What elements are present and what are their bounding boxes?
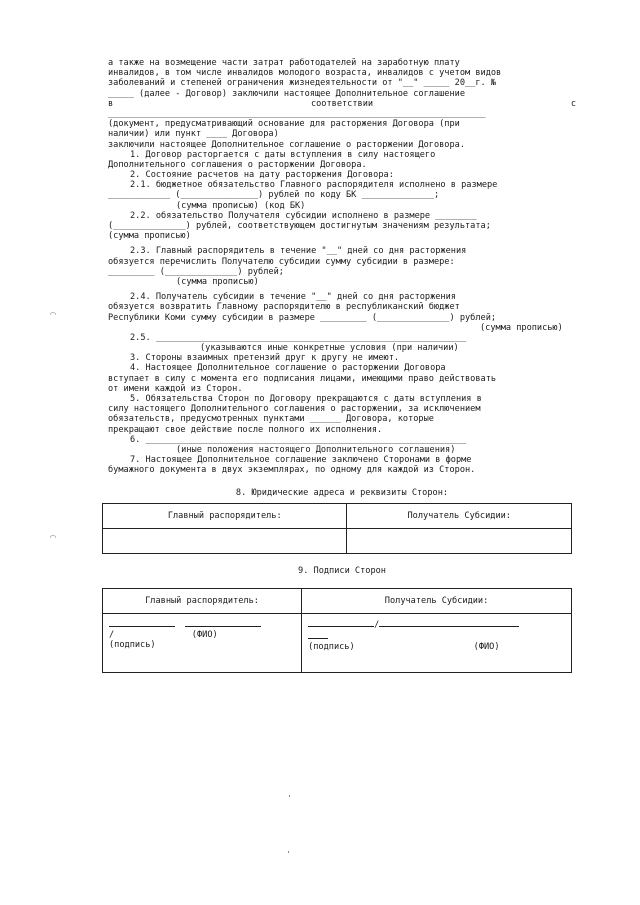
clause-6-line: 6. ______________________________________________________________ (130, 434, 467, 445)
signature-line-chief (109, 618, 295, 630)
text-line: обязуется возвратить Главному распорядителю в республиканский бюджет (108, 302, 460, 313)
document-page (108, 58, 576, 673)
caption-line: (сумма прописью) (176, 276, 259, 287)
text-fragment: в (108, 98, 114, 109)
signature-caption-chief: / (ФИО) (109, 630, 218, 641)
clause-5-line: 5. Обязательства Сторон по Договору прекращаются с даты вступления в (130, 394, 482, 404)
text-line: заболеваний и степеней ограничения жизнедеятельности от "__" _____ 20__г. № (108, 78, 497, 89)
text-line: обязательств, предусмотренных пунктами ______ Договора, которые (108, 414, 434, 425)
text-line: Дополнительного соглашения о расторжении Договора. (108, 159, 367, 170)
text-line: от имени каждой из Сторон. (108, 383, 243, 394)
text-fragment: соответствии (310, 98, 374, 109)
clause-7-line: 7. Настоящее Дополнительное соглашение заключено Сторонами в форме (130, 455, 472, 466)
clause-2-5-line: 2.5. ____________________________________________________________ (130, 332, 467, 343)
text-line: прекращают свое действие после полного их исполнения. (108, 424, 383, 435)
text-line: бумажного документа в двух экземплярах, по одному для каждой из Сторон. (108, 465, 476, 476)
text-line: инвалидов, в том числе инвалидов молодого возраста, инвалидов с учетом видов (108, 68, 502, 79)
clause-2-2-line: 2.2. обязательство Получателя субсидии исполнено в размере ________ (130, 210, 477, 221)
clause-2-3-line: 2.3. Главный распорядитель в течение "__" дней со дня расторжения (130, 246, 467, 257)
clause-3-line: 3. Стороны взаимных претензий друг к другу не имеют. (130, 353, 400, 364)
clause-2-1-line: 2.1. бюджетное обязательство Главного распорядителя исполнено в размере (130, 180, 498, 191)
text-line (108, 99, 576, 109)
fill-line: _________________________________________________________________________ (108, 108, 486, 119)
text-line: обязуется перечислить Получателю субсидии сумму субсидии в размере: (108, 256, 455, 267)
requisites-table (102, 503, 572, 554)
scan-dot-1 (289, 795, 290, 797)
signature-cell-chief (103, 613, 302, 672)
text-fragment: с (570, 98, 576, 109)
text-line: (документ, предусматривающий основание для расторжения Договора (при (108, 119, 460, 130)
caption-line: (сумма прописью) (код БК) (176, 200, 306, 211)
text-line: _________ (______________) рублей; (108, 266, 284, 277)
text-line: (______________) рублей, соответствующем достигнутым значениям результата; (108, 221, 491, 231)
signature-cell-recipient (302, 613, 572, 672)
text-line: силу настоящего Дополнительного соглашения о расторжении, за исключением (108, 404, 481, 415)
clause-4-line: 4. Настоящее Дополнительное соглашение о расторжении Договора (130, 363, 446, 374)
clause-2-line: 2. Состояние расчетов на дату расторжения Договора: (130, 170, 394, 181)
text-line: Республики Коми сумму субсидии в размере _________ (______________) рублей; (108, 312, 497, 323)
section-9-title: 9. Подписи Сторон (298, 565, 386, 576)
text-line: _____ (далее - Договор) заключили настоящее Дополнительное соглашение (108, 88, 465, 99)
signatures-table (102, 588, 572, 673)
text-line: ____________ (_______________) рублей по коду БК ______________; (108, 190, 440, 201)
requisites-cell-chief (103, 528, 347, 553)
signature-short-line (308, 630, 565, 642)
requisites-header-chief: Главный распорядитель: (103, 503, 347, 528)
caption-line: (иные положения настоящего Дополнительного соглашения) (176, 444, 456, 455)
scan-dot-2 (288, 851, 289, 853)
text-line: а также на возмещение части затрат работодателей на заработную плату (108, 58, 460, 68)
margin-mark-1: ⌒ (50, 309, 57, 320)
signature-podpis-chief: (подпись) (109, 640, 156, 651)
caption-line: (сумма прописью) (108, 231, 191, 242)
text-line: наличии) или пункт ____ Договора) (108, 129, 279, 140)
text-line: заключили настоящее Дополнительное соглашение о расторжении Договора. (108, 139, 465, 150)
signature-caption-recipient: (подпись) (ФИО) (308, 642, 500, 653)
paragraph-intro-line (108, 58, 576, 68)
text-line: вступает в силу с момента его подписания лицами, имеющими право действовать (108, 373, 497, 384)
clause-1-line: 1. Договор расторгается с даты вступления в силу настоящего (130, 149, 436, 160)
clause-2-4-line: 2.4. Получатель субсидии в течение "__" дней со дня расторжения (130, 292, 456, 303)
signatures-header-recipient: Получатель Субсидии: (302, 588, 572, 613)
signature-line-recipient: / (308, 618, 565, 630)
caption-line: (указываются иные конкретные условия (при наличии) (200, 343, 459, 354)
section-8-title: 8. Юридические адреса и реквизиты Сторон: (235, 487, 449, 498)
requisites-cell-recipient (347, 528, 572, 553)
signatures-header-chief: Главный распорядитель: (103, 588, 302, 613)
caption-line: (сумма прописью) (480, 322, 563, 333)
margin-mark-2: ⌒ (50, 532, 57, 543)
requisites-header-recipient: Получатель Субсидии: (347, 503, 572, 528)
